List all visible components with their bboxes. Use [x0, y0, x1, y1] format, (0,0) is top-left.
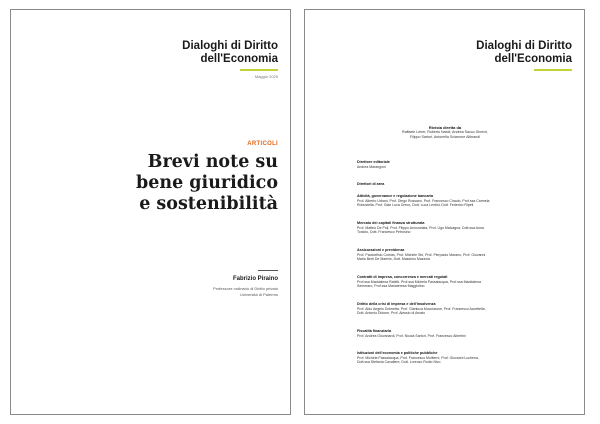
block-heading: Diritto della crisi di impresa e dell'insolvenza [357, 302, 436, 306]
block-heading: Direttore editoriale [357, 160, 390, 164]
block-text: Andrea Marangoni [357, 164, 386, 169]
journal-title-line: Dialoghi di Diritto [476, 40, 572, 52]
area-block [357, 351, 579, 365]
area-directors-heading [357, 182, 579, 187]
area-block [357, 275, 579, 289]
accent-bar [240, 69, 278, 71]
block-text: Maria Berti De Marinis, Dott. Massimo Mazzola [357, 257, 430, 262]
block-text: Semeraro, Prof.ssa Mariateresa Maggiolino [357, 284, 425, 289]
block-text: Dott.ssa Stefania Cavaliere, Dott. Lorenzo Rodio Nico [357, 360, 441, 365]
author-divider [258, 270, 278, 271]
author-name: Fabrizio Piraino [232, 276, 278, 282]
journal-title-line: dell'Economia [494, 53, 572, 65]
editors-in-chief [345, 125, 545, 140]
block-heading: Contratti di impresa, concorrenza e mercati regolati [357, 275, 448, 279]
block-text: Prof. Alberto Urbani, Prof. Diego Rossano, Prof. Francesco Ciraolo, Prof.ssa Carmela [357, 198, 490, 203]
masthead-page [304, 9, 585, 415]
block-text: Dott. Antonio Didone, Prof. Alessio di Amato [357, 311, 426, 316]
accent-bar [534, 69, 572, 71]
block-heading: Fiscalità finanziaria [357, 329, 392, 333]
block-text: Prof.ssa Maddalena Rabitti, Prof.ssa Michela Passalacqua, Prof.ssa Maddalena [357, 279, 481, 284]
block-heading: Direttori di area [357, 182, 385, 186]
block-text: Prof. Aldo Angelo Dolmetta, Prof. Gianluca Mucciarone, Prof. Francesco Accettella, [357, 306, 486, 311]
journal-title [182, 40, 278, 66]
block-text: Prof. Paoloefisio Corrias, Prof. Michele Siri, Prof. Pierpaolo Marano, Prof. Giovanni [357, 252, 486, 257]
block-text: Toniolo, Dott. Francesco Petrosino [357, 230, 411, 235]
area-block [357, 302, 579, 316]
area-block [357, 329, 579, 338]
editorial-director [357, 160, 579, 169]
article-title-line: bene giuridico [135, 173, 278, 193]
issue-date: Maggio 2025 [254, 74, 278, 79]
area-block [357, 221, 579, 235]
journal-title-line: Dialoghi di Diritto [182, 40, 278, 52]
section-label: ARTICOLI [247, 141, 278, 147]
block-text: Prof. Matteo De Poli, Prof. Filippo Annunziata, Prof. Ugo Malvagna, Dott.ssa Anna [357, 225, 484, 230]
area-block [357, 248, 579, 262]
article-title-line: Brevi note su [147, 152, 278, 172]
editors-line: Filippo Sartori, Antonella Sciarrone Alibrandi [409, 135, 481, 139]
article-title [58, 152, 278, 215]
block-heading: Istituzioni dell'economia e politiche pubbliche [357, 351, 438, 355]
block-text: Prof. Michela Passalacqua, Prof. Francesco Moliterni, Prof. Giovanni Luchena, [357, 355, 479, 360]
affiliation-line: Università di Palermo [239, 291, 278, 297]
article-cover-page [10, 9, 291, 415]
article-title-line: e sostenibilità [139, 194, 278, 214]
journal-title [476, 40, 572, 66]
editors-heading: Rivista diretta da [428, 125, 462, 130]
block-text: Robustella, Prof. Gian Luca Greco, Dott. Luca Lentini, Dott. Federico Ripeti [357, 203, 474, 208]
editors-line: Raffaele Lener, Roberto Natoli, Andrea Sacco Ginevri, [401, 130, 489, 134]
area-block [357, 194, 579, 208]
author-affiliation [128, 286, 278, 297]
block-heading: Assicurazioni e previdenza [357, 248, 405, 252]
block-heading: Mercato dei capitali finanza strutturata [357, 221, 425, 225]
block-heading: Attività, governance e regolazione bancaria [357, 194, 434, 198]
journal-title-line: dell'Economia [200, 53, 278, 65]
affiliation-line: Professore ordinario di Diritto privato [213, 286, 278, 291]
block-text: Prof. Andrea Giovanardi, Prof. Nicola Sartori, Prof. Francesco Albertini [357, 333, 466, 338]
